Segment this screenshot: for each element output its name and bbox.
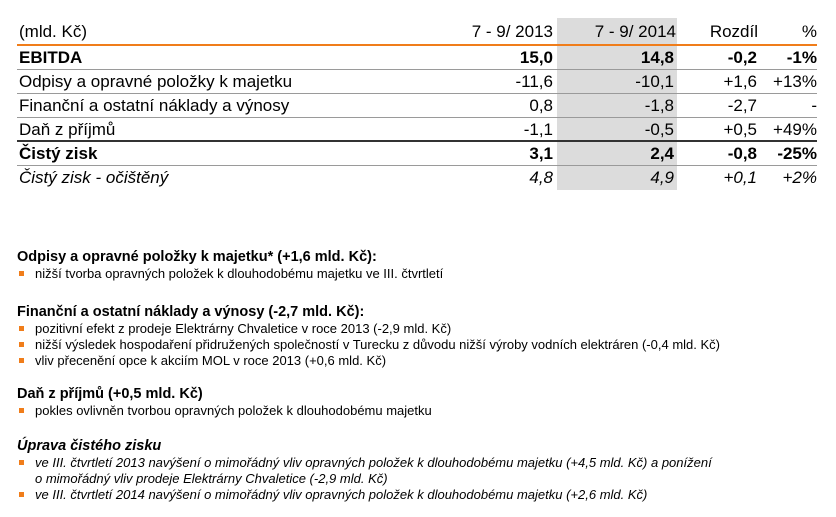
row-pct: -1% (786, 48, 817, 67)
row-label: Daň z příjmů (19, 120, 116, 139)
bullet-square-icon (19, 326, 24, 331)
note-block (17, 248, 827, 282)
row-2013: 3,1 (529, 144, 553, 163)
bullet-square-icon (19, 408, 24, 413)
table-row (17, 166, 817, 190)
row-2014: -10,1 (635, 72, 674, 91)
header-unit: (mld. Kč) (19, 22, 87, 41)
row-2013: -1,1 (523, 120, 553, 139)
header-diff: Rozdíl (709, 22, 758, 41)
row-2013: 4,8 (529, 168, 553, 187)
bullet-square-icon (19, 342, 24, 347)
row-pct: +2% (782, 168, 817, 187)
list-item: nižší výsledek hospodaření přidružených společností v Turecku z důvodu nižší výroby vodních elektráren (-0,4 mld. Kč) (17, 337, 827, 353)
bullet-square-icon (19, 271, 24, 276)
row-label: Čistý zisk (19, 144, 98, 163)
list-item: vliv přecenění opce k akciím MOL v roce 2013 (+0,6 mld. Kč) (17, 353, 827, 369)
note-title: Finanční a ostatní náklady a výnosy (-2,7 mld. Kč): (17, 304, 365, 320)
table-row (17, 118, 817, 142)
note-block (17, 385, 827, 419)
row-2014: 14,8 (640, 48, 674, 67)
note-title: Úprava čistého zisku (17, 438, 162, 454)
list-item: ve III. čtvrtletí 2013 navýšení o mimořádný vliv opravných položek k dlouhodobému majetku (+4,5 mld. Kč) a ponížení (17, 455, 827, 471)
list-item-continuation: o mimořádný vliv prodeje Elektrárny Chvaletice (-2,9 mld. Kč) (35, 471, 388, 486)
list-item: pozitivní efekt z prodeje Elektrárny Chvaletice v roce 2013 (-2,9 mld. Kč) (17, 321, 827, 337)
row-label: EBITDA (19, 48, 83, 67)
list-item: pokles ovlivněn tvorbou opravných položek k dlouhodobému majetku (17, 403, 827, 419)
row-pct: -25% (777, 144, 817, 163)
row-2013: 15,0 (519, 48, 553, 67)
table-row (17, 70, 817, 94)
row-label: Finanční a ostatní náklady a výnosy (19, 96, 290, 115)
row-2013: 0,8 (529, 96, 553, 115)
row-label: Čistý zisk - očištěný (19, 168, 169, 187)
row-2014: 4,9 (650, 168, 674, 187)
row-diff: -0,8 (727, 144, 757, 163)
note-title: Daň z příjmů (+0,5 mld. Kč) (17, 386, 203, 402)
row-pct: - (811, 96, 817, 115)
note-block (17, 303, 827, 369)
header-2014: 7 - 9/ 2014 (594, 22, 676, 41)
list-item: ve III. čtvrtletí 2014 navýšení o mimořádný vliv opravných položek k dlouhodobému majetku (+2,6 mld. Kč) (17, 487, 827, 503)
note-title: Odpisy a opravné položky k majetku* (+1,6 mld. Kč): (17, 249, 377, 265)
table-row (17, 94, 817, 118)
table-row (17, 142, 817, 166)
bullet-square-icon (19, 358, 24, 363)
row-2014: -1,8 (644, 96, 674, 115)
header-pct: % (801, 22, 817, 41)
row-diff: -2,7 (727, 96, 757, 115)
bullet-square-icon (19, 492, 24, 497)
table-header (17, 20, 817, 44)
header-2013: 7 - 9/ 2013 (471, 22, 553, 41)
row-pct: +13% (773, 72, 817, 91)
note-block (17, 437, 827, 503)
bullet-square-icon (19, 460, 24, 465)
row-2014: -0,5 (644, 120, 674, 139)
row-label: Odpisy a opravné položky k majetku (19, 72, 293, 91)
row-diff: -0,2 (727, 48, 757, 67)
row-2014: 2,4 (650, 144, 674, 163)
row-diff: +1,6 (723, 72, 757, 91)
list-item: nižší tvorba opravných položek k dlouhodobému majetku ve III. čtvrtletí (17, 266, 827, 282)
row-2013: -11,6 (515, 72, 553, 91)
row-diff: +0,5 (723, 120, 757, 139)
table-row (17, 46, 817, 70)
row-pct: +49% (773, 120, 817, 139)
row-diff: +0,1 (723, 168, 757, 187)
